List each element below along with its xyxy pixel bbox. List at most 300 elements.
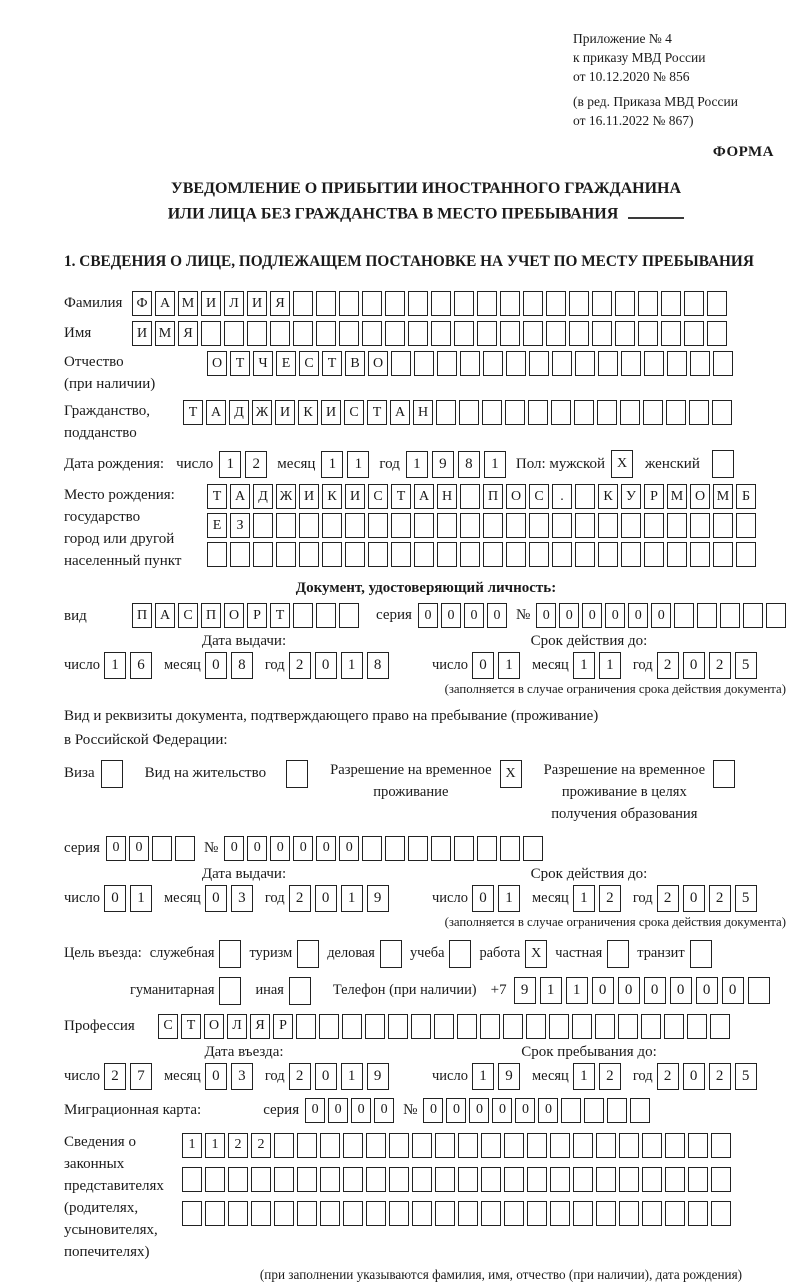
form-cell: М	[178, 291, 198, 316]
citizenship-label-line2: подданство	[64, 425, 137, 442]
form-cell	[642, 1201, 662, 1226]
form-cell	[569, 321, 589, 346]
form-cell	[435, 1201, 455, 1226]
form-cell	[345, 542, 365, 567]
form-cell: К	[322, 484, 342, 509]
option-visa	[64, 760, 123, 788]
year-label: год	[264, 889, 285, 906]
form-cell: 2	[709, 652, 731, 679]
form-cell	[526, 1014, 546, 1039]
form-cell: З	[230, 513, 250, 538]
form-cell	[690, 513, 710, 538]
form-cell: 0	[464, 603, 484, 628]
form-cell: 0	[205, 1063, 227, 1090]
form-cell	[435, 1167, 455, 1192]
doc-kind-label: вид	[64, 607, 87, 624]
form-cell: 1	[599, 652, 621, 679]
form-cell: Я	[250, 1014, 270, 1039]
form-cell	[713, 760, 735, 788]
form-cell	[766, 603, 786, 628]
form-cell	[574, 400, 594, 425]
form-cell	[667, 513, 687, 538]
form-cell	[712, 450, 734, 478]
form-cell: 0	[628, 603, 648, 628]
profession-label: Профессия	[64, 1017, 135, 1034]
form-cell: П	[483, 484, 503, 509]
residence-permit-label: Вид на жительство	[144, 764, 267, 781]
form-cell	[389, 1167, 409, 1192]
form-cell	[552, 513, 572, 538]
form-cell	[665, 1201, 685, 1226]
purpose-option-work	[479, 940, 547, 968]
form-cell	[293, 321, 313, 346]
form-cell	[573, 1133, 593, 1158]
form-cell	[529, 351, 549, 376]
identity-doc-dates	[64, 652, 788, 679]
form-cell	[299, 542, 319, 567]
mig-number-cells	[423, 1098, 653, 1123]
surname-label: Фамилия	[64, 295, 123, 312]
form-cell	[481, 1133, 501, 1158]
form-cell: Т	[322, 351, 342, 376]
form-cell	[504, 1167, 524, 1192]
form-cell: 1	[406, 451, 428, 478]
res-number-label: №	[203, 839, 219, 856]
birth-place-label	[64, 484, 207, 572]
form-cell: 0	[696, 977, 718, 1004]
residence-doc-dates	[64, 885, 788, 912]
valid-month-cells	[573, 652, 625, 679]
form-cell	[711, 1133, 731, 1158]
birth-place-cells-row1	[207, 484, 759, 509]
residence-doc-options	[64, 760, 788, 826]
form-cell	[667, 351, 687, 376]
residence-issue-date	[64, 885, 432, 912]
purpose-option-official	[150, 940, 242, 968]
form-cell: 0	[472, 652, 494, 679]
purpose-checkbox	[607, 940, 629, 968]
form-cell: 0	[441, 603, 461, 628]
form-cell	[500, 291, 520, 316]
form-cell	[743, 603, 763, 628]
form-cell	[228, 1201, 248, 1226]
form-cell	[297, 940, 319, 968]
form-cell	[713, 542, 733, 567]
form-cell	[435, 1133, 455, 1158]
doc-kind-cells	[132, 603, 362, 628]
form-cell	[736, 542, 756, 567]
form-cell: 0	[515, 1098, 535, 1123]
form-cell	[219, 977, 241, 1005]
form-cell: Е	[207, 513, 227, 538]
form-cell	[506, 513, 526, 538]
form-cell: И	[275, 400, 295, 425]
birth-day-cells	[219, 451, 271, 478]
form-cell: Л	[224, 291, 244, 316]
form-cell	[523, 291, 543, 316]
form-cell: 1	[130, 885, 152, 912]
form-cell	[573, 1201, 593, 1226]
patronymic-cells	[207, 351, 736, 376]
form-cell: 9	[367, 885, 389, 912]
form-cell	[596, 1201, 616, 1226]
form-cell	[297, 1133, 317, 1158]
form-cell: 2	[251, 1133, 271, 1158]
form-cell	[299, 513, 319, 538]
residence-intro-line1: Вид и реквизиты документа, подтверждающего право на пребывание (проживание)	[64, 708, 599, 725]
form-cell	[343, 1201, 363, 1226]
form-cell	[458, 1133, 478, 1158]
form-cell	[477, 836, 497, 861]
form-cell: 2	[228, 1133, 248, 1158]
surname-cells	[132, 291, 730, 316]
form-cell: 0	[605, 603, 625, 628]
form-cell	[362, 836, 382, 861]
annex-line: Приложение № 4	[573, 31, 672, 46]
entry-date	[64, 1063, 432, 1090]
form-cell	[437, 542, 457, 567]
form-cell: 2	[657, 652, 679, 679]
form-cell: 2	[289, 652, 311, 679]
form-cell: 5	[735, 652, 757, 679]
form-cell	[638, 321, 658, 346]
form-cell: 0	[582, 603, 602, 628]
form-cell	[454, 291, 474, 316]
form-cell	[412, 1167, 432, 1192]
legal-reps-label-line: представителях	[64, 1177, 164, 1194]
form-cell	[561, 1098, 581, 1123]
form-cell: Ф	[132, 291, 152, 316]
form-cell	[584, 1098, 604, 1123]
form-cell	[712, 400, 732, 425]
form-cell	[414, 513, 434, 538]
purpose-checkbox	[219, 940, 241, 968]
residence-valid-date	[432, 885, 769, 912]
form-cell: М	[713, 484, 733, 509]
purpose-checkbox	[289, 977, 311, 1005]
form-cell	[343, 1133, 363, 1158]
form-cell	[454, 321, 474, 346]
form-cell: И	[299, 484, 319, 509]
form-cell: X	[525, 940, 547, 968]
form-cell	[339, 291, 359, 316]
form-cell	[454, 836, 474, 861]
form-cell	[224, 321, 244, 346]
form-cell: Т	[391, 484, 411, 509]
doc-series-cells	[418, 603, 510, 628]
form-cell: Ж	[276, 484, 296, 509]
form-cell	[684, 321, 704, 346]
form-cell: 2	[104, 1063, 126, 1090]
purpose-label: служебная	[149, 945, 215, 962]
valid-month-cells	[573, 885, 625, 912]
form-cell	[598, 351, 618, 376]
form-cell: А	[155, 291, 175, 316]
form-cell	[293, 291, 313, 316]
form-cell	[480, 1014, 500, 1039]
legal-reps-note: (при заполнении указываются фамилия, имя, отчество (при наличии), дата рождения)	[259, 1266, 743, 1282]
field-birth-date	[64, 450, 788, 478]
title-blank-underline	[628, 202, 684, 218]
birth-date-label: Дата рождения:	[64, 455, 165, 472]
temp-residence-edu-line2: проживание в целях	[561, 783, 687, 800]
entry-day-cells	[104, 1063, 156, 1090]
entry-date-heading: Дата въезда:	[204, 1043, 284, 1060]
form-cell	[687, 1014, 707, 1039]
form-cell	[720, 603, 740, 628]
citizenship-cells	[183, 400, 735, 425]
purpose-option-other	[255, 977, 310, 1005]
issue-date-heading: Дата выдачи:	[201, 633, 287, 650]
form-cell: 5	[735, 1063, 757, 1090]
form-cell: О	[224, 603, 244, 628]
form-cell: 0	[418, 603, 438, 628]
form-cell: 1	[341, 885, 363, 912]
form-cell	[688, 1167, 708, 1192]
form-cell	[182, 1201, 202, 1226]
form-cell: 5	[735, 885, 757, 912]
entry-dates	[64, 1063, 788, 1090]
form-cell	[748, 977, 770, 1004]
form-cell	[319, 1014, 339, 1039]
form-cell	[316, 291, 336, 316]
form-cell	[481, 1201, 501, 1226]
form-cell: 1	[341, 652, 363, 679]
form-cell	[276, 513, 296, 538]
year-label: год	[632, 657, 653, 674]
valid-year-cells	[657, 652, 761, 679]
annex-line: от 10.12.2020 № 856	[573, 68, 690, 84]
form-cell: 0	[205, 885, 227, 912]
form-cell	[688, 1133, 708, 1158]
form-cell	[436, 400, 456, 425]
visa-checkbox	[101, 760, 123, 788]
form-cell: И	[345, 484, 365, 509]
form-cell	[230, 542, 250, 567]
temp-residence-line1: Разрешение на временное	[330, 761, 492, 778]
field-surname	[64, 291, 788, 316]
temp-residence-line2: проживание	[373, 783, 449, 800]
month-label: месяц	[531, 889, 569, 906]
form-cell: А	[230, 484, 250, 509]
form-cell	[504, 1133, 524, 1158]
form-cell	[607, 1098, 627, 1123]
form-cell	[615, 321, 635, 346]
form-cell	[482, 400, 502, 425]
form-cell: О	[204, 1014, 224, 1039]
form-cell	[661, 291, 681, 316]
purpose-label: транзит	[637, 945, 685, 962]
day-label: число	[432, 1067, 468, 1084]
form-cell	[598, 542, 618, 567]
form-cell	[437, 351, 457, 376]
form-cell: С	[178, 603, 198, 628]
form-cell	[322, 542, 342, 567]
day-label: число	[432, 657, 468, 674]
form-cell: 0	[683, 1063, 705, 1090]
identity-valid-date	[432, 652, 769, 679]
form-cell	[689, 400, 709, 425]
form-cell: 1	[341, 1063, 363, 1090]
form-cell	[408, 321, 428, 346]
form-cell: У	[621, 484, 641, 509]
form-cell	[483, 351, 503, 376]
year-label: год	[632, 889, 653, 906]
phone-prefix: +7	[490, 982, 507, 999]
form-cell	[527, 1201, 547, 1226]
visa-label: Виза	[64, 764, 95, 781]
form-cell: 0	[351, 1098, 371, 1123]
form-cell	[182, 1167, 202, 1192]
form-cell	[505, 400, 525, 425]
form-cell: 2	[599, 1063, 621, 1090]
form-cell	[320, 1201, 340, 1226]
form-cell	[688, 1201, 708, 1226]
year-label: год	[632, 1067, 653, 1084]
res-series-cells	[106, 836, 198, 861]
field-identity-doc	[64, 603, 788, 628]
form-cell	[596, 1167, 616, 1192]
section1-heading: 1. СВЕДЕНИЯ О ЛИЦЕ, ПОДЛЕЖАЩЕМ ПОСТАНОВКЕ НА УЧЕТ ПО МЕСТУ ПРЕБЫВАНИЯ	[64, 253, 754, 271]
form-cell: 1	[347, 451, 369, 478]
form-cell	[412, 1201, 432, 1226]
form-cell	[219, 940, 241, 968]
purpose-option-humanitarian	[130, 977, 241, 1005]
year-label: год	[264, 1067, 285, 1084]
form-cell	[460, 484, 480, 509]
res-series-label: серия	[64, 839, 100, 856]
residence-permit-checkbox	[286, 760, 308, 788]
birth-place-cells-row3	[207, 542, 759, 567]
residence-intro-line2: в Российской Федерации:	[64, 731, 228, 748]
issue-month-cells	[205, 885, 257, 912]
form-cell	[274, 1133, 294, 1158]
legal-reps-cells-row3	[182, 1201, 734, 1226]
legal-reps-label	[64, 1131, 182, 1263]
form-cell	[205, 1201, 225, 1226]
legal-reps-cell-rows	[182, 1133, 734, 1263]
form-cell	[575, 542, 595, 567]
form-cell	[247, 321, 267, 346]
form-cell	[592, 321, 612, 346]
form-cell	[697, 603, 717, 628]
form-cell	[322, 513, 342, 538]
form-cell	[638, 291, 658, 316]
form-cell: 0	[538, 1098, 558, 1123]
form-cell: С	[158, 1014, 178, 1039]
form-cell: Ч	[253, 351, 273, 376]
form-cell	[597, 400, 617, 425]
form-cell	[690, 351, 710, 376]
doc-number-label: №	[515, 607, 531, 624]
form-cell	[483, 542, 503, 567]
form-cell	[365, 1014, 385, 1039]
residence-doc-intro	[64, 705, 788, 752]
form-cell: 1	[573, 885, 595, 912]
valid-until-heading: Срок действия до:	[530, 633, 648, 650]
form-cell	[546, 321, 566, 346]
form-cell: В	[345, 351, 365, 376]
form-cell	[550, 1167, 570, 1192]
form-cell	[391, 542, 411, 567]
form-cell	[713, 513, 733, 538]
citizenship-label	[64, 400, 183, 444]
day-label: число	[432, 889, 468, 906]
form-cell	[289, 977, 311, 1005]
form-cell: 1	[484, 451, 506, 478]
temp-residence-edu-line1: Разрешение на временное	[543, 761, 706, 778]
valid-day-cells	[472, 652, 524, 679]
form-cell: Я	[178, 321, 198, 346]
form-cell: Л	[227, 1014, 247, 1039]
form-cell	[152, 836, 172, 861]
form-cell	[343, 1167, 363, 1192]
form-cell	[644, 513, 664, 538]
form-cell: 2	[599, 885, 621, 912]
form-cell	[674, 603, 694, 628]
form-cell	[713, 351, 733, 376]
form-cell	[504, 1201, 524, 1226]
form-cell	[500, 321, 520, 346]
form-cell: 1	[321, 451, 343, 478]
form-cell	[644, 542, 664, 567]
form-cell: 6	[130, 652, 152, 679]
purpose-label: работа	[479, 945, 521, 962]
form-cell	[362, 321, 382, 346]
form-cell	[666, 400, 686, 425]
form-cell: 8	[458, 451, 480, 478]
form-cell	[342, 1014, 362, 1039]
profession-cells	[158, 1014, 733, 1039]
form-cell: 2	[289, 1063, 311, 1090]
migration-card-label: Миграционная карта:	[64, 1101, 202, 1118]
form-cell	[619, 1167, 639, 1192]
form-cell: 0	[305, 1098, 325, 1123]
form-cell: 0	[129, 836, 149, 861]
form-cell: 9	[498, 1063, 520, 1090]
form-cell: 1	[104, 652, 126, 679]
form-cell	[286, 760, 308, 788]
form-cell	[549, 1014, 569, 1039]
birth-place-label-line: город или другой	[64, 531, 175, 548]
birth-place-label-line: населенный пункт	[64, 553, 182, 570]
form-cell	[388, 1014, 408, 1039]
form-cell	[619, 1201, 639, 1226]
validity-note: (заполняется в случае ограничения срока действия документа)	[444, 914, 786, 929]
field-profession	[64, 1014, 788, 1039]
form-cell: 2	[245, 451, 267, 478]
form-cell	[618, 1014, 638, 1039]
form-cell	[527, 1133, 547, 1158]
valid-until-heading: Срок действия до:	[530, 865, 648, 882]
month-label: месяц	[531, 1067, 569, 1084]
birth-year-cells	[406, 451, 510, 478]
sex-male-checkbox	[611, 450, 633, 478]
form-cell: 0	[270, 836, 290, 861]
form-cell	[207, 542, 227, 567]
field-citizenship	[64, 400, 788, 444]
form-cell	[575, 351, 595, 376]
form-cell: .	[552, 484, 572, 509]
purpose-checkbox	[690, 940, 712, 968]
form-cell: Т	[183, 400, 203, 425]
form-cell: К	[298, 400, 318, 425]
form-cell	[251, 1201, 271, 1226]
form-cell	[506, 351, 526, 376]
form-cell: 1	[573, 1063, 595, 1090]
purpose-checkbox	[380, 940, 402, 968]
issue-year-cells	[289, 652, 393, 679]
